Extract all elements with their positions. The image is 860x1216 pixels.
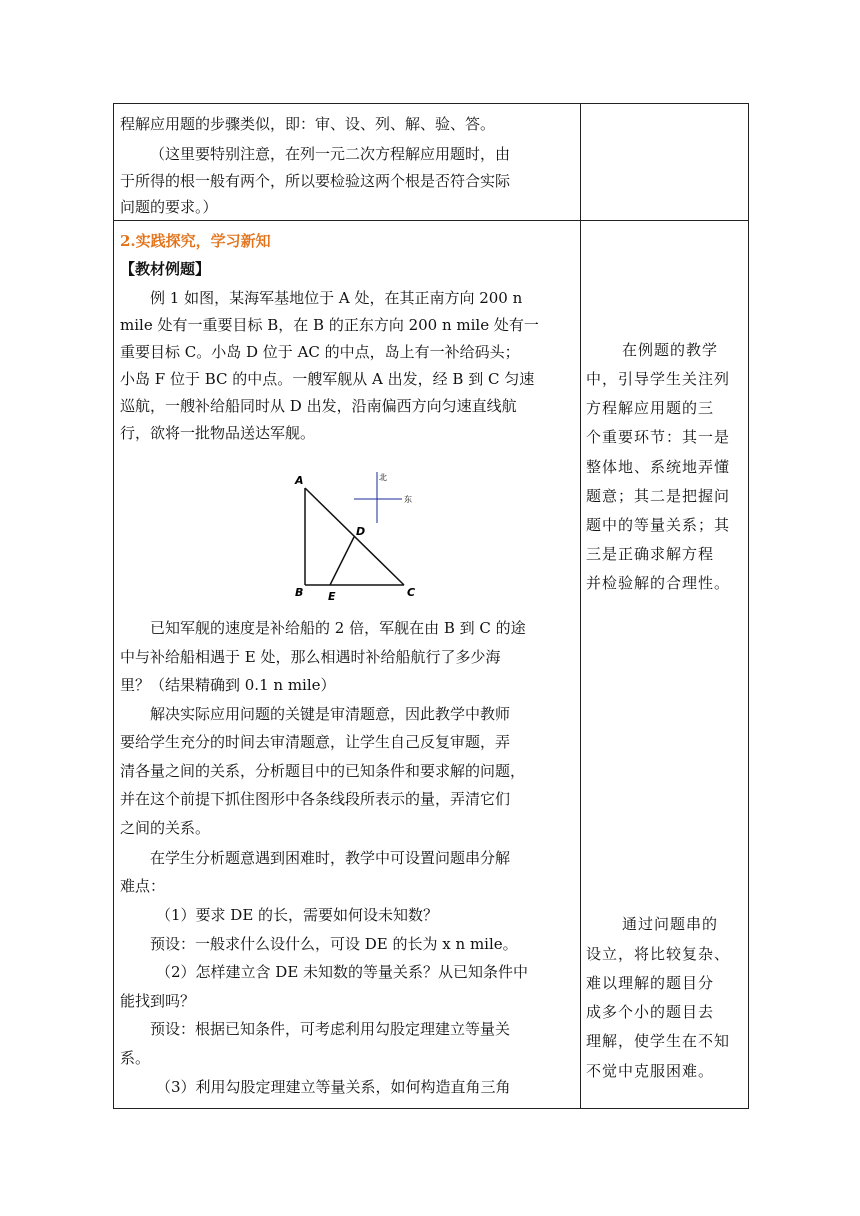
segment-de: [330, 537, 354, 585]
subheading: 【教材例题】: [120, 260, 211, 278]
note-line: 个重要环节：其一是: [586, 428, 731, 446]
text-line: 于所得的根一般有两个，所以要检验这两个根是否符合实际: [120, 172, 511, 190]
note-line: 理解，使学生在不知: [586, 1032, 731, 1050]
text-line: 已知军舰的速度是补给船的 2 倍，军舰在由 B 到 C 的途: [150, 619, 526, 637]
label-d: D: [356, 525, 366, 538]
text-line: 问题的要求。）: [120, 198, 218, 216]
row-divider: [114, 220, 748, 221]
note-line: 整体地、系统地弄懂: [586, 458, 731, 476]
text-line: 在学生分析题意遇到困难时，教学中可设置问题串分解: [150, 849, 511, 867]
lesson-table: [113, 103, 749, 1109]
text-line: 中与补给船相遇于 E 处，那么相遇时补给船航行了多少海: [120, 648, 501, 666]
text-line: 系。: [120, 1049, 151, 1067]
text-line: 清各量之间的关系，分析题目中的已知条件和要求解的问题，: [120, 762, 526, 780]
note-line: 在例题的教学: [622, 341, 719, 359]
note-line: 方程解应用题的三: [586, 399, 715, 417]
note-line: 通过问题串的: [622, 915, 719, 933]
note-line: 三是正确求解方程: [586, 545, 715, 563]
note-line: 不觉中克服困难。: [586, 1062, 715, 1080]
note-line: 难以理解的题目分: [586, 974, 715, 992]
text-line: 程解应用题的步骤类似，即：审、设、列、解、验、答。: [120, 115, 496, 133]
question-line: （1）要求 DE 的长，需要如何设未知数？: [156, 906, 439, 924]
note-line: 设立，将比较复杂、: [586, 945, 731, 963]
text-line: 解决实际应用问题的关键是审清题意，因此教学中教师: [150, 705, 511, 723]
example-line: 行，欲将一批物品送达军舰。: [120, 424, 316, 442]
note-line: 题中的等量关系；其: [586, 516, 731, 534]
text-line: （这里要特别注意，在列一元二次方程解应用题时，由: [150, 145, 511, 163]
text-line: 之间的关系。: [120, 819, 211, 837]
text-line: 难点：: [120, 877, 166, 895]
question-line: （3）利用勾股定理建立等量关系，如何构造直角三角: [156, 1078, 511, 1096]
example-line: 巡航，一艘补给船同时从 D 出发，沿南偏西方向匀速直线航: [120, 397, 517, 415]
example-line: 例 1 如图，某海军基地位于 A 处，在其正南方向 200 n: [150, 289, 523, 307]
label-e: E: [328, 590, 336, 602]
note-line: 中，引导学生关注列: [586, 370, 731, 388]
section-heading: 2.实践探究，学习新知: [120, 232, 271, 250]
note-line: 题意；其二是把握问: [586, 487, 731, 505]
note-line: 并检验解的合理性。: [586, 574, 731, 592]
text-line: 预设：一般求什么设什么，可设 DE 的长为 x n mile。: [150, 935, 518, 953]
label-c: C: [407, 586, 416, 599]
label-b: B: [295, 586, 304, 599]
text-line: 能找到吗？: [120, 992, 196, 1010]
text-line: 里？（结果精确到 0.1 n mile）: [120, 676, 336, 694]
note-line: 成多个小的题目去: [586, 1003, 715, 1021]
column-divider: [580, 104, 581, 1108]
label-east: 东: [404, 495, 412, 504]
text-line: 并在这个前提下抓住图形中各条线段所表示的量，弄清它们: [120, 790, 511, 808]
question-line: （2）怎样建立含 DE 未知数的等量关系？从已知条件中: [156, 963, 529, 981]
example-line: 小岛 F 位于 BC 的中点。一艘军舰从 A 出发，经 B 到 C 匀速: [120, 370, 535, 388]
example-line: mile 处有一重要目标 B，在 B 的正东方向 200 n mile 处有一: [120, 316, 539, 334]
segment-ac: [305, 488, 404, 585]
example-line: 重要目标 C。小岛 D 位于 AC 的中点，岛上有一补给码头；: [120, 343, 520, 361]
label-north: 北: [379, 473, 387, 482]
label-a: A: [295, 474, 304, 487]
text-line: 预设：根据已知条件，可考虑利用勾股定理建立等量关: [150, 1020, 511, 1038]
text-line: 要给学生充分的时间去审清题意，让学生自己反复审题，弄: [120, 733, 511, 751]
triangle-diagram: [284, 462, 464, 602]
